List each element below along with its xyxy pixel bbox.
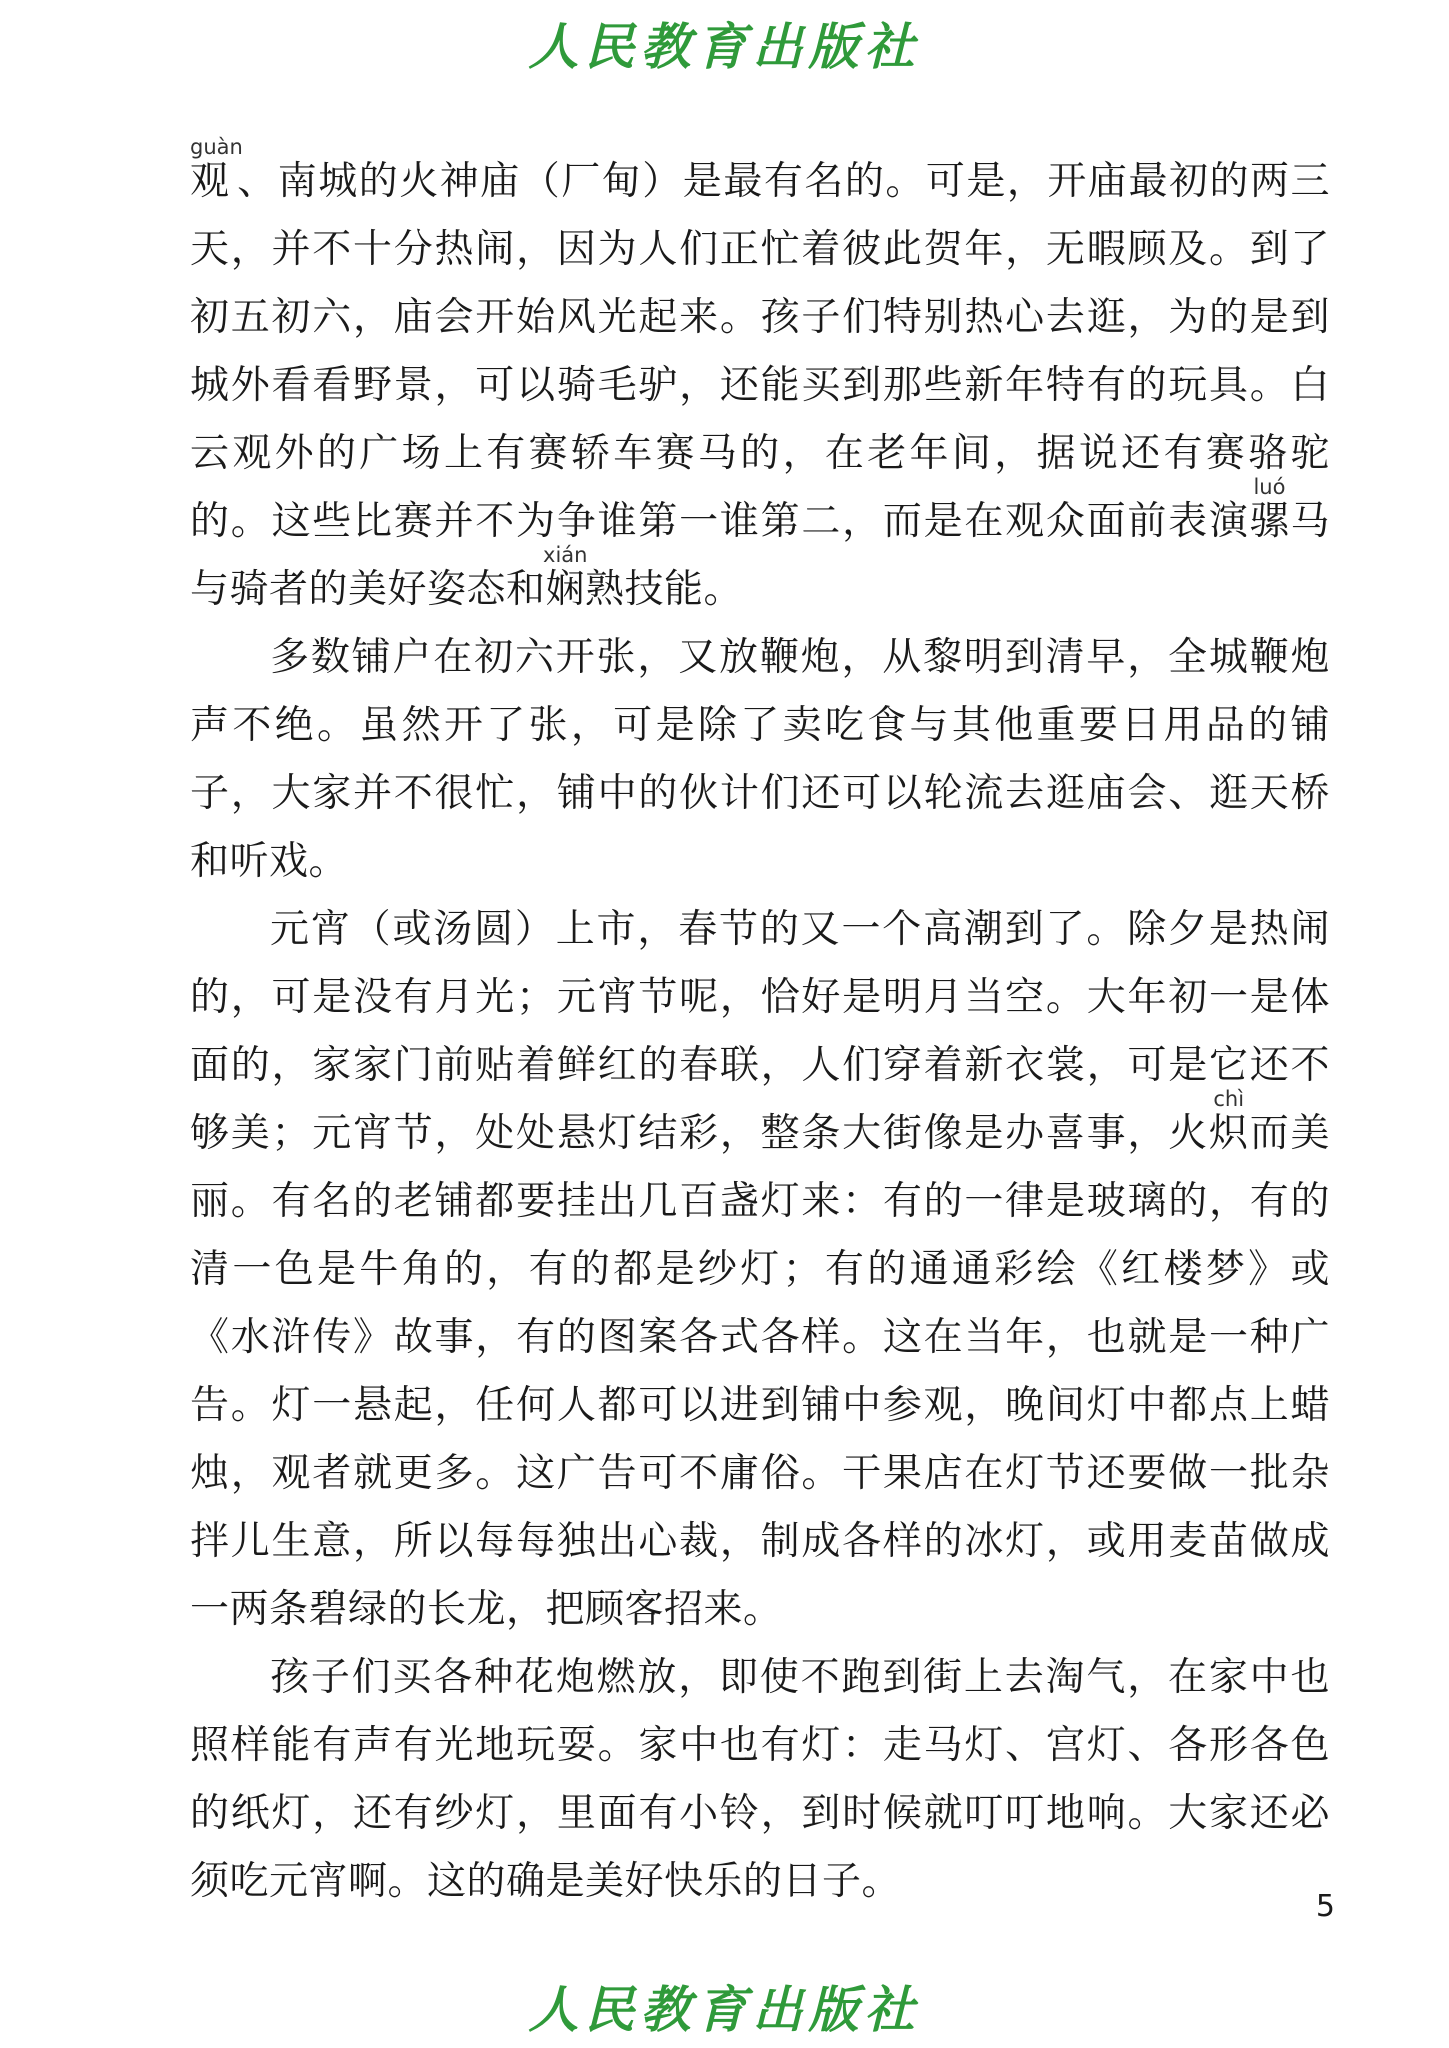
paragraph-4: 孩子们买各种花炮燃放，即使不跑到街上去淘气，在家中也照样能有声有光地玩耍。家中也有灯：走马灯、宫灯、各形各色的纸灯，还有纱灯，里面有小铃，到时候就叮叮地响。大家还必须吃元宵啊。这的确是美好快乐的日子。: [190, 1655, 1330, 1904]
text-body: [190, 135, 1330, 1916]
text-span: 而美丽。有名的老铺都要挂出几百盏灯来：有的一律是玻璃的，有的清一色是牛角的，有的都是纱灯；有的通通彩绘《红楼梦》或《水浒传》故事，有的图案各式各样。这在当年，也就是一种广告。灯一悬起，任何人都可以进到铺中参观，晚间灯中都点上蜡烛，观者就更多。这广告可不庸俗。干果店在灯节还要做一批杂拌儿生意，所以每每独出心裁，制成各样的冰灯，或用麦苗做成一两条碧绿的长龙，把顾客招来。: [190, 1111, 1330, 1632]
pinyin: guàn: [190, 135, 243, 159]
ruby-base: 骡: [1249, 499, 1291, 544]
page-number: 5: [1315, 1889, 1335, 1924]
ruby-annotation: [1208, 1087, 1250, 1156]
text-span: 马与骑者的美好姿态和: [190, 499, 1330, 612]
paragraph-2: 多数铺户在初六开张，又放鞭炮，从黎明到清早，全城鞭炮声不绝。虽然开了张，可是除了卖吃食与其他重要日用品的铺子，大家并不很忙，铺中的伙计们还可以轮流去逛庙会、逛天桥和听戏。: [190, 635, 1330, 884]
ruby-annotation: [543, 543, 588, 612]
ruby-base: 炽: [1208, 1111, 1250, 1156]
publisher-watermark-bottom: 人民教育出版社: [528, 1980, 921, 2039]
pinyin: chì: [1208, 1087, 1249, 1111]
text-span: 熟技能。: [585, 567, 744, 612]
ruby-annotation: [190, 135, 243, 204]
pinyin: luó: [1249, 475, 1290, 499]
ruby-base: 娴: [543, 567, 588, 612]
publisher-watermark-top: 人民教育出版社: [528, 17, 921, 76]
text-span: 、南城的火神庙（厂甸）是最有名的。可是，开庙最初的两三天，并不十分热闹，因为人们正忙着彼此贺年，无暇顾及。到了初五初六，庙会开始风光起来。孩子们特别热心去逛，为的是到城外看看野景，可以骑毛驴，还能买到那些新年特有的玩具。白云观外的广场上有赛轿车赛马的，在老年间，据说还有赛骆驼的。这些比赛并不为争谁第一谁第二，而是在观众面前表演: [190, 159, 1330, 544]
ruby-base: 观: [190, 159, 243, 204]
ruby-annotation: [1249, 475, 1291, 544]
paragraph-1: [190, 135, 1330, 624]
paragraph-3: [190, 896, 1330, 1644]
text-span: 元宵（或汤圆）上市，春节的又一个高潮到了。除夕是热闹的，可是没有月光；元宵节呢，恰好是明月当空。大年初一是体面的，家家门前贴着鲜红的春联，人们穿着新衣裳，可是它还不够美；元宵节，处处悬灯结彩，整条大街像是办喜事，火: [190, 907, 1330, 1156]
pinyin: xián: [543, 543, 588, 567]
